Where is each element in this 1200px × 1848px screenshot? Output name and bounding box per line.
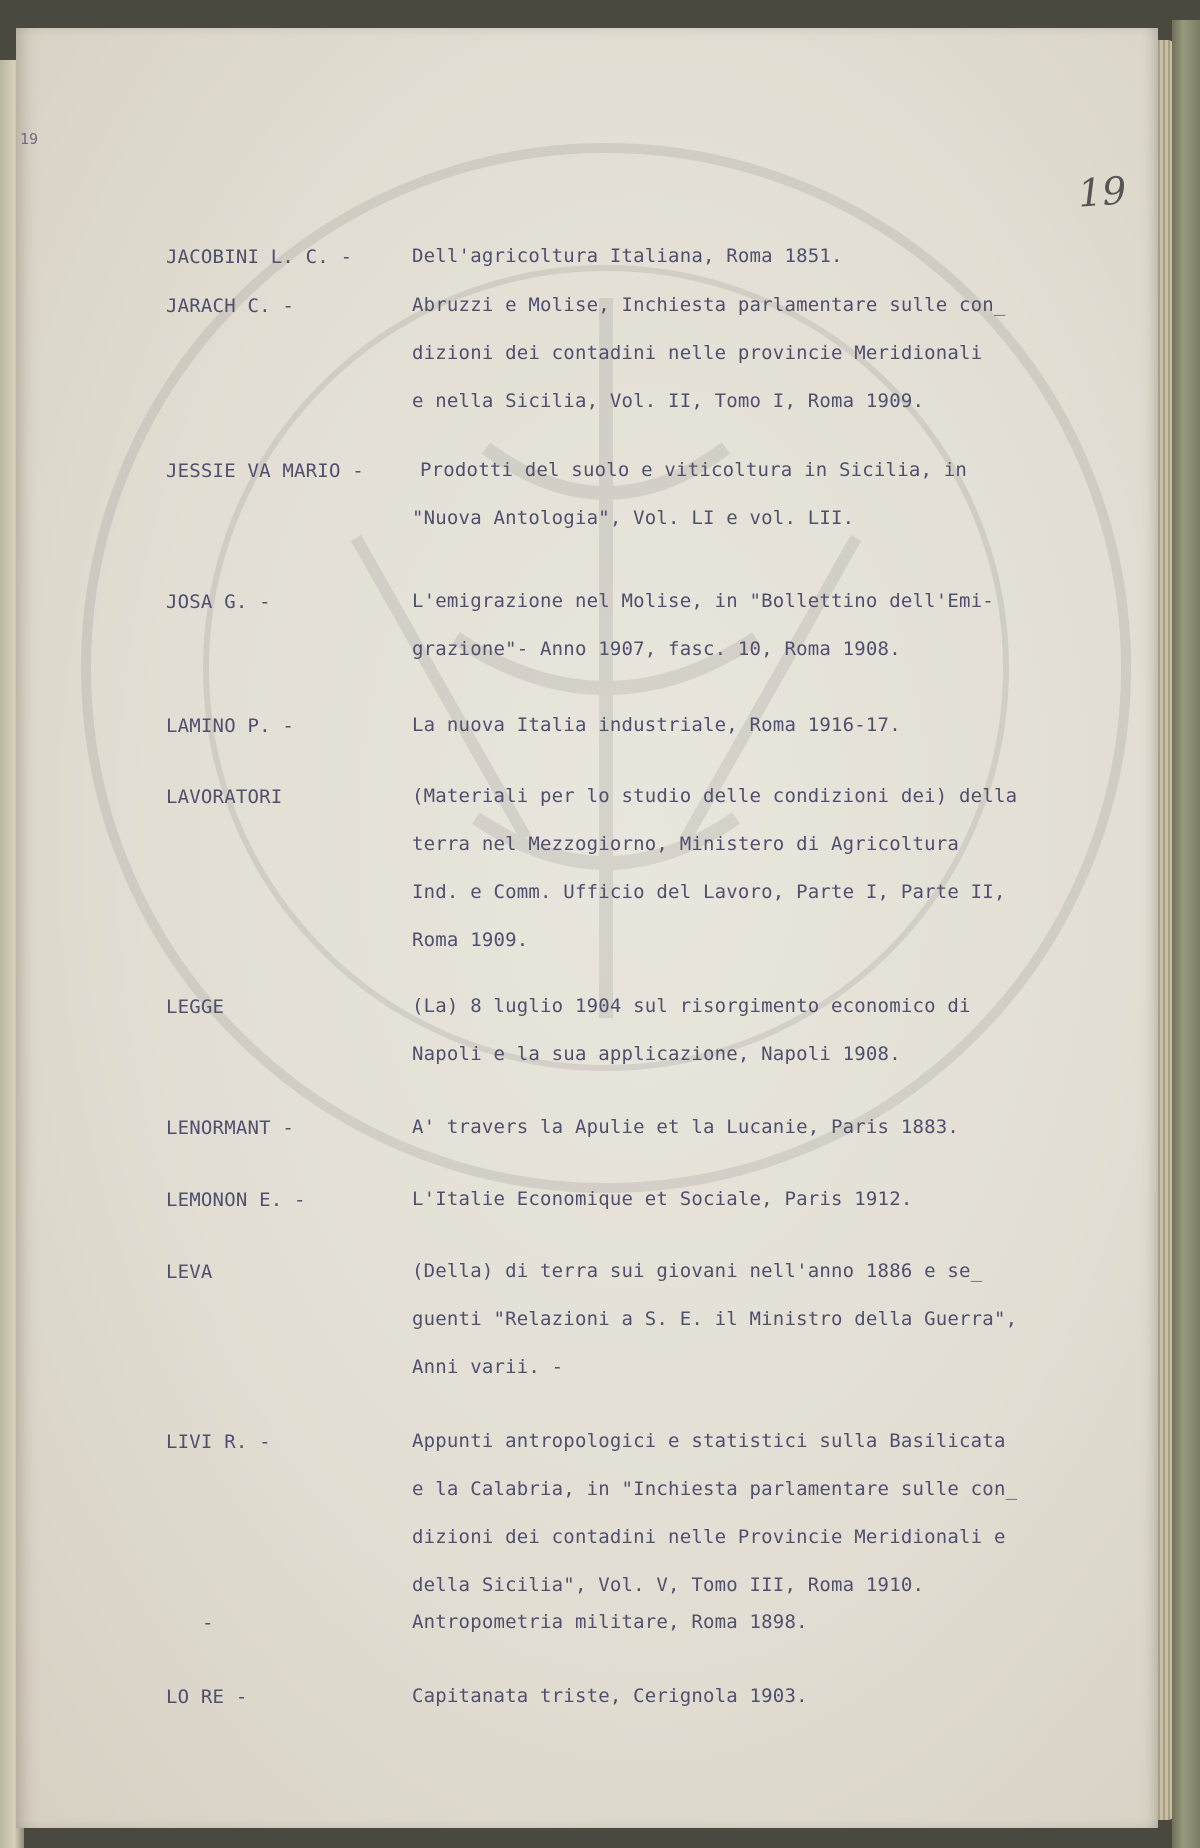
entry-line: e la Calabria, in "Inchiesta parlamentare sulle con_: [412, 1478, 1018, 1500]
entry-line: terra nel Mezzogiorno, Ministero di Agricoltura: [412, 833, 960, 855]
entry-line: L'emigrazione nel Molise, in "Bollettino dell'Emi-: [412, 590, 994, 612]
entry-line: e nella Sicilia, Vol. II, Tomo I, Roma 1909.: [412, 390, 925, 412]
entry-line: (La) 8 luglio 1904 sul risorgimento economico di: [412, 995, 971, 1017]
entry-line: Dell'agricoltura Italiana, Roma 1851.: [412, 245, 843, 267]
entry-text: [412, 701, 1152, 749]
entry-line: Prodotti del suolo e viticoltura in Sicilia, in: [420, 459, 968, 481]
entry-line: Napoli e la sua applicazione, Napoli 1908.: [412, 1043, 901, 1065]
entry-line: Ind. e Comm. Ufficio del Lavoro, Parte I, Parte II,: [412, 881, 1006, 903]
entry-line: Abruzzi e Molise, Inchiesta parlamentare sulle con_: [412, 294, 1006, 316]
entry-line: grazione"- Anno 1907, fasc. 10, Roma 1908.: [412, 638, 901, 660]
entry-text: [412, 1598, 1152, 1646]
entry-text: [412, 281, 1152, 425]
entry-line: della Sicilia", Vol. V, Tomo III, Roma 1910.: [412, 1574, 925, 1596]
entry-author: LO RE -: [166, 1686, 248, 1708]
entry-text: [412, 232, 1152, 280]
entry-author: LAVORATORI: [166, 786, 283, 808]
book-cover-right-edge: [1172, 20, 1200, 1848]
entry-line: (Materiali per lo studio delle condizioni dei) della: [412, 785, 1018, 807]
entry-author: LAMINO P. -: [166, 715, 295, 737]
entry-author: LIVI R. -: [166, 1431, 271, 1453]
entry-line: dizioni dei contadini nelle provincie Meridionali: [412, 342, 983, 364]
entry-text: [412, 1417, 1152, 1609]
entry-text: [412, 1672, 1152, 1720]
entry-line: Roma 1909.: [412, 929, 529, 951]
entry-line: La nuova Italia industriale, Roma 1916-17.: [412, 714, 901, 736]
entry-text: [412, 1103, 1152, 1151]
entry-line: Capitanata triste, Cerignola 1903.: [412, 1685, 808, 1707]
entry-author: LEGGE: [166, 996, 225, 1018]
entry-line: guenti "Relazioni a S. E. il Ministro della Guerra",: [412, 1308, 1018, 1330]
entry-text: [412, 982, 1152, 1078]
entry-author: LEVA: [166, 1261, 213, 1283]
entry-line: dizioni dei contadini nelle Provincie Meridionali e: [412, 1526, 1006, 1548]
entry-text: [412, 772, 1152, 964]
entry-text: [412, 446, 1160, 542]
entry-line: A' travers la Apulie et la Lucanie, Paris 1883.: [412, 1116, 960, 1138]
entry-author: LEMONON E. -: [166, 1189, 306, 1211]
document-page: [16, 28, 1158, 1828]
entry-author: JESSIE VA MARIO -: [166, 460, 364, 482]
entry-line: L'Italie Economique et Sociale, Paris 1912.: [412, 1188, 913, 1210]
entry-text: [412, 1247, 1152, 1391]
entry-author: JOSA G. -: [166, 591, 271, 613]
entry-line: Anni varii. -: [412, 1356, 564, 1378]
entry-author: JACOBINI L. C. -: [166, 246, 353, 268]
entry-line: "Nuova Antologia", Vol. LI e vol. LII.: [412, 507, 855, 529]
entry-line: (Della) di terra sui giovani nell'anno 1886 e se_: [412, 1260, 983, 1282]
entry-author: LENORMANT -: [166, 1117, 295, 1139]
entry-author: -: [202, 1612, 214, 1634]
entry-text: [412, 577, 1152, 673]
entry-line: Antropometria militare, Roma 1898.: [412, 1611, 808, 1633]
entry-text: [412, 1175, 1152, 1223]
previous-page-number: 19: [20, 130, 39, 148]
entry-line: Appunti antropologici e statistici sulla Basilicata: [412, 1430, 1006, 1452]
handwritten-page-number: 19: [1076, 168, 1128, 216]
entry-author: JARACH C. -: [166, 295, 295, 317]
